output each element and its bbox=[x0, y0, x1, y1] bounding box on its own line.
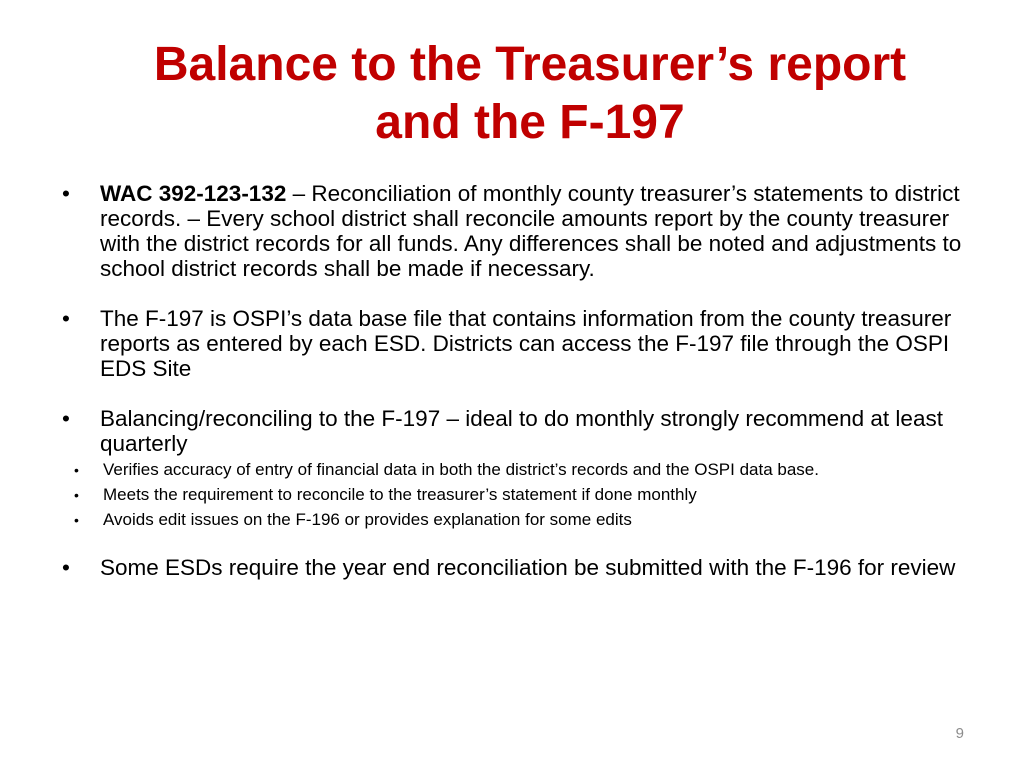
sub-bullet-text: Meets the requirement to reconcile to the treasurer’s statement if done monthly bbox=[103, 485, 697, 504]
bullet-icon: • bbox=[62, 406, 70, 431]
sub-bullet-icon: • bbox=[74, 512, 79, 528]
bullet-list bbox=[58, 181, 978, 605]
bullet-item-balancing bbox=[58, 406, 978, 529]
sub-bullet-icon: • bbox=[74, 462, 79, 478]
bullet-item-esd bbox=[58, 555, 978, 580]
bullet-icon: • bbox=[62, 555, 70, 580]
bullet-text: – Reconciliation of monthly county treasurer’s statements to district records. – Every school district shall reconcile amounts report by the county treasurer with the district records for all funds. Any differences shall be noted and adjustments to school district records shall be made if necessary. bbox=[100, 181, 962, 281]
sub-bullet-icon: • bbox=[74, 487, 79, 503]
sub-bullet-item bbox=[58, 511, 978, 529]
bullet-bold-label: WAC 392-123-132 bbox=[100, 181, 287, 206]
title-line-1: Balance to the Treasurer’s report bbox=[153, 38, 907, 91]
sub-bullet-text: Avoids edit issues on the F-196 or provides explanation for some edits bbox=[103, 510, 632, 529]
bullet-item-f197 bbox=[58, 306, 978, 381]
title-line-2: and the F-197 bbox=[375, 96, 685, 149]
sub-bullet-list bbox=[74, 460, 978, 529]
page-number: 9 bbox=[955, 725, 964, 742]
bullet-icon: • bbox=[62, 181, 70, 206]
bullet-item-wac bbox=[58, 181, 978, 281]
bullet-text: The F-197 is OSPI’s data base file that contains information from the county treasurer reports as entered by each ESD. Districts can access the F-197 file through the OSPI EDS Site bbox=[100, 306, 952, 381]
bullet-text: Some ESDs require the year end reconciliation be submitted with the F-196 for review bbox=[100, 555, 956, 580]
bullet-text: Balancing/reconciling to the F-197 – ideal to do monthly strongly recommend at least quarterly bbox=[100, 406, 943, 456]
slide-title bbox=[60, 36, 1000, 152]
sub-bullet-item bbox=[58, 461, 978, 479]
bullet-icon: • bbox=[62, 306, 70, 331]
sub-bullet-text: Verifies accuracy of entry of financial data in both the district’s records and the OSPI data base. bbox=[103, 460, 819, 479]
sub-bullet-item bbox=[58, 486, 978, 504]
